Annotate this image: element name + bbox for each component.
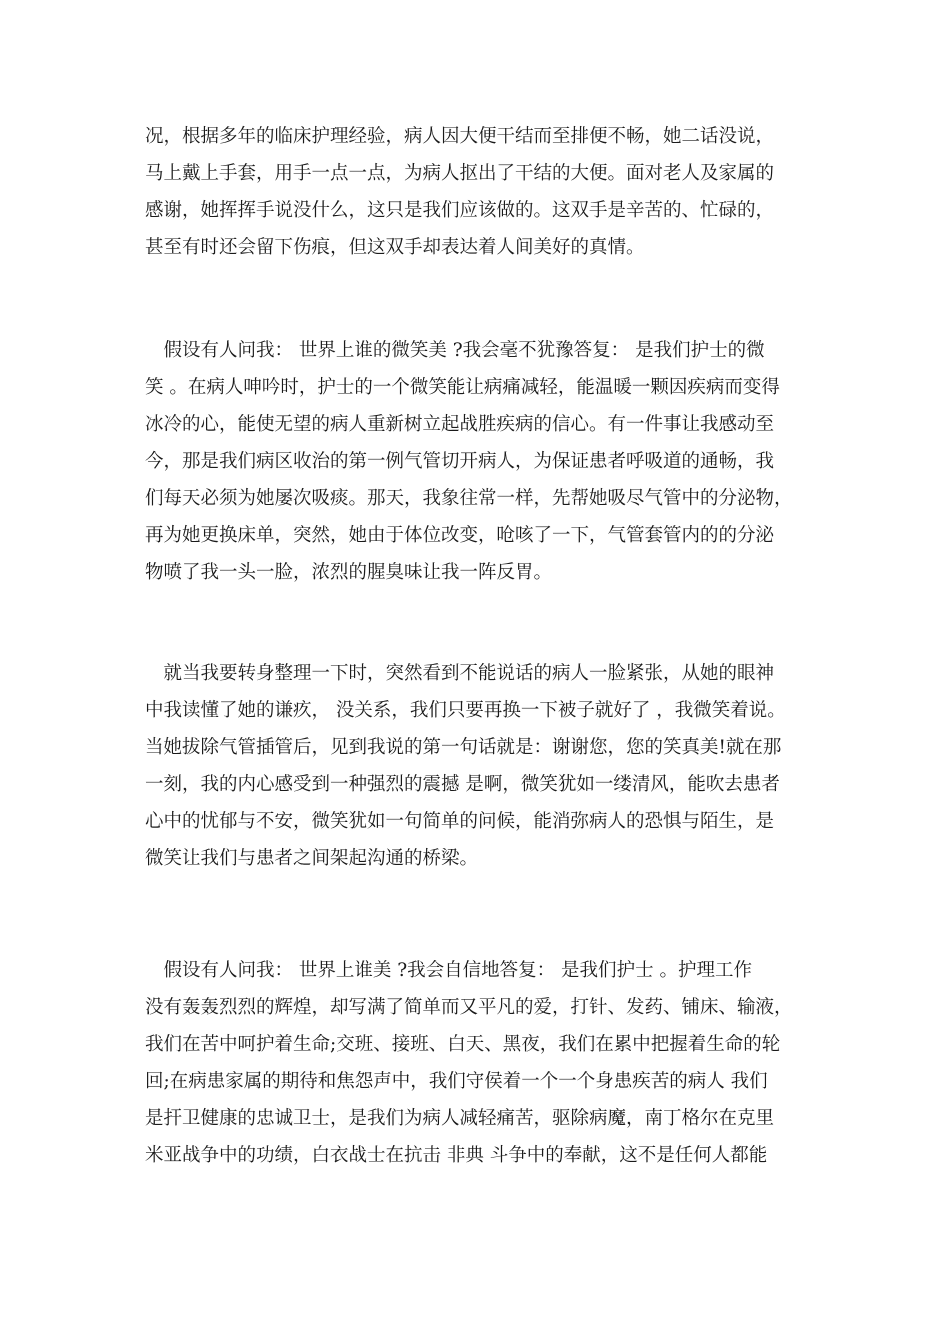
text-line: 当她拔除气管插管后，见到我说的第一句话就是：谢谢您，您的笑真美!就在那: [145, 737, 782, 758]
text-line: 没有轰轰烈烈的辉煌，却写满了简单而又平凡的爱，打针、发药、铺床、输液，: [145, 997, 793, 1018]
text-line: 甚至有时还会留下伤痕，但这双手却表达着人间美好的真情。: [145, 237, 645, 258]
text-line: 假设有人问我： 世界上谁美 ?我会自信地答复： 是我们护士 。护理工作: [145, 960, 752, 981]
text-line: 一刻，我的内心感受到一种强烈的震撼 是啊，微笑犹如一缕清风，能吹去患者: [145, 774, 780, 795]
text-line: 是扞卫健康的忠诚卫士，是我们为病人减轻痛苦，驱除病魔，南丁格尔在克里: [145, 1108, 775, 1129]
text-line: 感谢，她挥挥手说没什么，这只是我们应该做的。这双手是辛苦的、忙碌的，: [145, 200, 775, 221]
text-line: 米亚战争中的功绩，白衣战士在抗击 非典 斗争中的奉献，这不是任何人都能: [145, 1145, 768, 1166]
text-line: 回;在病患家属的期待和焦怨声中，我们守侯着一个一个身患疾苦的病人 我们: [145, 1071, 768, 1092]
paragraph-1: [145, 118, 810, 266]
text-line: 就当我要转身整理一下时，突然看到不能说话的病人一脸紧张，从她的眼神: [145, 663, 775, 684]
text-line: 心中的忧郁与不安，微笑犹如一句简单的问候，能消弥病人的恐惧与陌生，是: [145, 811, 775, 832]
text-line: 况，根据多年的临床护理经验，病人因大便干结而至排便不畅，她二话没说，: [145, 126, 775, 147]
paragraph-3: [145, 655, 810, 877]
text-line: 冰冷的心，能使无望的病人重新树立起战胜疾病的信心。有一件事让我感动至: [145, 414, 775, 435]
text-line: 今，那是我们病区收治的第一例气管切开病人，为保证患者呼吸道的通畅，我: [145, 451, 775, 472]
text-line: 中我读懂了她的谦疚， 没关系，我们只要再换一下被子就好了 ，我微笑着说。: [145, 700, 786, 721]
text-line: 假设有人问我： 世界上谁的微笑美 ?我会毫不犹豫答复： 是我们护士的微: [145, 340, 765, 361]
text-line: 物喷了我一头一脸，浓烈的腥臭味让我一阵反胃。: [145, 562, 553, 583]
text-line: 微笑让我们与患者之间架起沟通的桥梁。: [145, 848, 479, 869]
text-line: 我们在苦中呵护着生命;交班、接班、白天、黑夜，我们在累中把握着生命的轮: [145, 1034, 781, 1055]
text-line: 笑 。在病人呻吟时，护士的一个微笑能让病痛减轻，能温暖一颗因疾病而变得: [145, 377, 780, 398]
text-line: 马上戴上手套，用手一点一点，为病人抠出了干结的大便。面对老人及家属的: [145, 163, 775, 184]
text-line: 们每天必须为她屡次吸痰。那天，我象往常一样，先帮她吸尽气管中的分泌物，: [145, 488, 793, 509]
paragraph-4: [145, 952, 810, 1174]
text-line: 再为她更换床单，突然，她由于体位改变，呛咳了一下，气管套管内的的分泌: [145, 525, 775, 546]
paragraph-2: [145, 332, 810, 591]
